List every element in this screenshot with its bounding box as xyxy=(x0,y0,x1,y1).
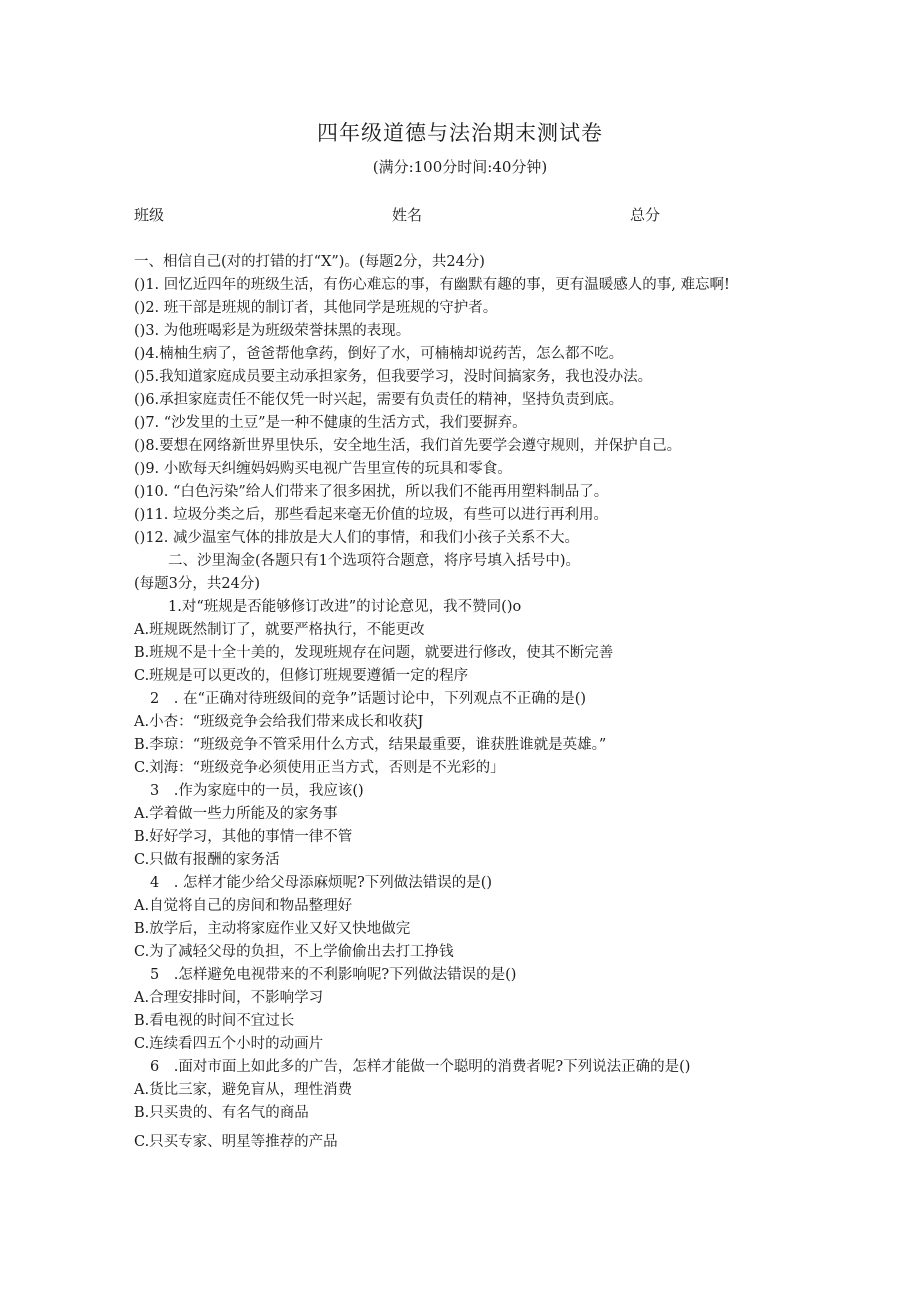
question-stem: 5 .怎样避免电视带来的不利影响呢?下列做法错误的是() xyxy=(150,967,517,983)
true-false-item: ()8.要想在网络新世界里快乐，安全地生活，我们首先要学会遵守规则，并保护自己。 xyxy=(134,438,682,454)
answer-option: A.学着做一些力所能及的家务事 xyxy=(134,806,338,822)
answer-option: B.放学后，主动将家庭作业又好又快地做完 xyxy=(134,921,411,937)
answer-option: B.看电视的时间不宜过长 xyxy=(134,1013,295,1029)
true-false-item: ()7. “沙发里的土豆”是一种不健康的生活方式，我们要摒弃。 xyxy=(134,415,527,431)
question-stem: 6 .面对市面上如此多的广告，怎样才能做一个聪明的消费者呢?下列说法正确的是() xyxy=(150,1059,691,1075)
answer-option: B.只买贵的、有名气的商品 xyxy=(134,1105,309,1121)
answer-option: C.只做有报酬的家务活 xyxy=(134,852,280,868)
true-false-item: ()10. “白色污染”给人们带来了很多困扰，所以我们不能再用塑料制品了。 xyxy=(134,484,609,500)
question-stem: 2 . 在“正确对待班级间的竞争”话题讨论中，下列观点不正确的是() xyxy=(150,691,587,707)
question-stem: 4 . 怎样才能少给父母添麻烦呢?下列做法错误的是() xyxy=(150,875,493,891)
answer-option: A.班规既然制订了，就要严格执行，不能更改 xyxy=(134,622,425,638)
section2-heading: 二、沙里淘金(各题只有1个选项符合题意，将序号填入括号中)。 xyxy=(168,553,581,569)
question-stem: 1.对“班规是否能够修订改进”的讨论意见，我不赞同()o xyxy=(168,599,522,615)
section2-points: (每题3分，共24分) xyxy=(134,576,260,592)
answer-option: B.李琼：“班级竞争不管采用什么方式，结果最重要，谁获胜谁就是英雄。” xyxy=(134,737,607,753)
true-false-item: ()6.承担家庭责任不能仅凭一时兴起，需要有负责任的精神，坚持负责到底。 xyxy=(134,392,624,408)
answer-option: C.只买专家、明星等推荐的产品 xyxy=(134,1134,338,1150)
answer-option: A.货比三家，避免盲从，理性消费 xyxy=(134,1082,353,1098)
true-false-item: ()4.楠柚生病了，爸爸帮他拿药，倒好了水，可楠楠却说药苦，怎么都不吃。 xyxy=(134,346,624,362)
name-label: 姓名 xyxy=(392,206,423,224)
answer-option: A.自觉将自己的房间和物品整理好 xyxy=(134,898,353,914)
question-stem: 3 .作为家庭中的一员，我应该() xyxy=(150,783,364,799)
true-false-item: ()1. 回忆近四年的班级生活，有伤心难忘的事，有幽默有趣的事，更有温暖感人的事, 难忘啊! xyxy=(134,277,730,293)
answer-option: A.小杏：“班级竞争会给我们带来成长和收获J xyxy=(134,714,424,730)
answer-option: B.班规不是十全十美的，发现班规存在问题，就要进行修改，使其不断完善 xyxy=(134,645,614,661)
true-false-item: ()2. 班干部是班规的制订者，其他同学是班规的守护者。 xyxy=(134,300,498,316)
answer-option: A.合理安排时间，不影响学习 xyxy=(134,990,324,1006)
true-false-item: ()3. 为他班喝彩是为班级荣誉抹黑的表现。 xyxy=(134,323,411,339)
true-false-item: ()9. 小欧每天纠缠妈妈购买电视广告里宣传的玩具和零食。 xyxy=(134,461,512,477)
score-label: 总分 xyxy=(630,206,661,224)
answer-option: B.好好学习，其他的事情一律不管 xyxy=(134,829,353,845)
true-false-item: ()5.我知道家庭成员要主动承担家务，但我要学习，没时间搞家务，我也没办法。 xyxy=(134,369,653,385)
answer-option: C.连续看四五个小时的动画片 xyxy=(134,1036,324,1052)
answer-option: C.班规是可以更改的，但修订班规要遵循一定的程序 xyxy=(134,668,469,684)
exam-subtitle: (满分:100分时间:40分钟) xyxy=(372,158,548,176)
class-label: 班级 xyxy=(134,206,165,224)
answer-option: C.为了减轻父母的负担，不上学偷偷出去打工挣钱 xyxy=(134,944,454,960)
exam-title: 四年级道德与法治期末测试卷 xyxy=(317,121,603,145)
answer-option: C.刘海：“班级竞争必须使用正当方式，否则是不光彩的」 xyxy=(134,760,505,776)
true-false-item: ()11. 垃圾分类之后，那些看起来毫无价值的垃圾，有些可以进行再利用。 xyxy=(134,507,608,523)
section1-heading: 一、相信自己(对的打错的打“X”)。(每题2分，共24分) xyxy=(134,254,485,270)
true-false-item: ()12. 减少温室气体的排放是大人们的事情，和我们小孩子关系不大。 xyxy=(134,530,579,546)
